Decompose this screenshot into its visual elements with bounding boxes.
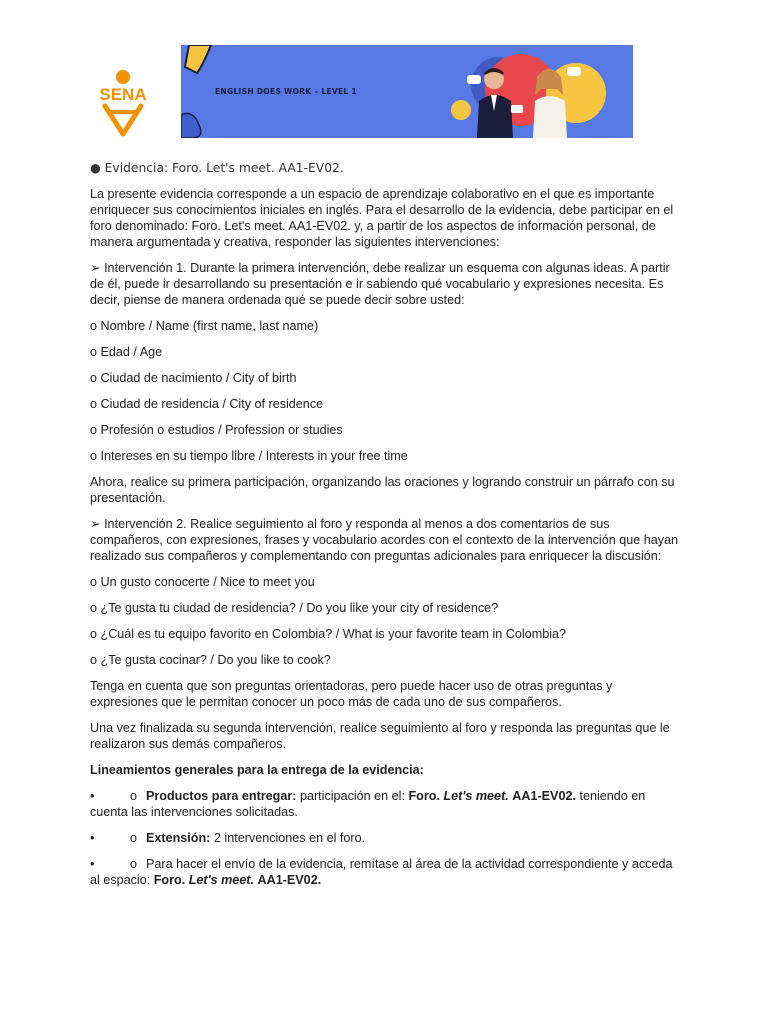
sub-bullet: o bbox=[130, 857, 138, 871]
list-item: o Un gusto conocerte / Nice to meet you bbox=[90, 575, 315, 589]
bullet: ● bbox=[90, 161, 101, 175]
sub-bullet: o bbox=[130, 831, 138, 845]
intervention-2-paragraph bbox=[90, 516, 680, 564]
products-label: Productos para entregar: bbox=[146, 789, 297, 803]
list-item: o ¿Te gusta tu ciudad de residencia? / Do you like your city of residence? bbox=[90, 601, 499, 615]
submission-lets-meet: Let's meet. bbox=[188, 873, 254, 887]
list-item: o ¿Cuál es tu equipo favorito en Colombia? / What is your favorite team in Colombia? bbox=[90, 627, 566, 641]
guideline-item-products bbox=[90, 788, 680, 820]
logo-text: SENA bbox=[99, 85, 147, 104]
sena-logo bbox=[88, 66, 162, 140]
arrow-bullet-icon: ➢ bbox=[90, 517, 101, 531]
extension-label: Extensión: bbox=[146, 831, 211, 845]
evidence-title: Evidencia: Foro. Let's meet. AA1-EV02. bbox=[104, 161, 344, 175]
submission-foro: Foro. bbox=[153, 873, 186, 887]
intervention-2-note-1: Tenga en cuenta que son preguntas orientadoras, pero puede hacer uso de otras preguntas y expresiones que le permitan conocer un poco más de cada uno de sus compañeros. bbox=[90, 679, 613, 709]
products-text-after: teniendo en cuenta las intervenciones solicitadas. bbox=[90, 789, 646, 819]
bullet-dot: • bbox=[90, 857, 95, 871]
products-lets-meet: Let's meet. bbox=[443, 789, 509, 803]
banner-title: ENGLISH DOES WORK – LEVEL 1 bbox=[215, 87, 357, 96]
guidelines-heading-text: Lineamientos generales para la entrega de la evidencia: bbox=[90, 763, 424, 777]
list-item: o Intereses en su tiempo libre / Interests in your free time bbox=[90, 449, 408, 463]
intervention-1-closing: Ahora, realice su primera participación, organizando las oraciones y logrando construir un párrafo con su presentación. bbox=[90, 475, 675, 505]
list-item: o Nombre / Name (first name, last name) bbox=[90, 319, 319, 333]
intervention-1-paragraph bbox=[90, 260, 680, 308]
course-banner bbox=[181, 45, 633, 138]
submission-code: AA1-EV02. bbox=[257, 873, 322, 887]
submission-text: Para hacer el envío de la evidencia, remítase al área de la actividad correspondiente y acceda al espacio: bbox=[90, 857, 673, 887]
intro-paragraph: La presente evidencia corresponde a un espacio de aprendizaje colaborativo en el que es importante enriquecer sus conocimientos iniciales en inglés. Para el desarrollo de la evidencia, debe participar en el foro denominado: Foro. Let's meet. AA1-EV02. y, a partir de los aspectos de información personal, de manera argumentada y creativa, responder las siguientes intervenciones: bbox=[90, 187, 674, 249]
products-foro: Foro. bbox=[408, 789, 440, 803]
intervention-2-text: Intervención 2. Realice seguimiento al foro y responda al menos a dos comentarios de sus compañeros, con expresiones, frases y vocabulario acordes con el contexto de la intervención que hayan realizado sus compañeros y complementando con preguntas adicionales para enriquecer la discusión: bbox=[90, 517, 679, 563]
sub-bullet: o bbox=[130, 789, 138, 803]
evidence-title-line bbox=[90, 160, 680, 176]
intervention-2-note-2: Una vez finalizada su segunda intervención, realice seguimiento al foro y responda las preguntas que le realizaron sus demás compañeros. bbox=[90, 721, 670, 751]
document-body bbox=[90, 160, 680, 898]
arrow-bullet-icon: ➢ bbox=[90, 261, 101, 275]
guideline-item-extension bbox=[90, 830, 680, 846]
bullet-dot: • bbox=[90, 789, 95, 803]
document-header bbox=[0, 0, 768, 150]
products-code: AA1-EV02. bbox=[512, 789, 576, 803]
guidelines-heading bbox=[90, 762, 680, 778]
list-item: o ¿Te gusta cocinar? / Do you like to cook? bbox=[90, 653, 331, 667]
products-text-before: participación en el: bbox=[296, 789, 409, 803]
list-item: o Ciudad de residencia / City of residence bbox=[90, 397, 324, 411]
extension-text: 2 intervenciones en el foro. bbox=[210, 831, 366, 845]
list-item: o Profesión o estudios / Profession or studies bbox=[90, 423, 343, 437]
intervention-1-text: Intervención 1. Durante la primera intervención, debe realizar un esquema con algunas ideas. A partir de él, puede ir desarrollando su presentación e ir sabiendo qué vocabulario y expresiones necesita. Es decir, piense de manera ordenada qué se puede decir sobre usted: bbox=[90, 261, 670, 307]
list-item: o Ciudad de nacimiento / City of birth bbox=[90, 371, 297, 385]
list-item: o Edad / Age bbox=[90, 345, 163, 359]
bullet-dot: • bbox=[90, 831, 95, 845]
guideline-item-submission bbox=[90, 856, 680, 888]
